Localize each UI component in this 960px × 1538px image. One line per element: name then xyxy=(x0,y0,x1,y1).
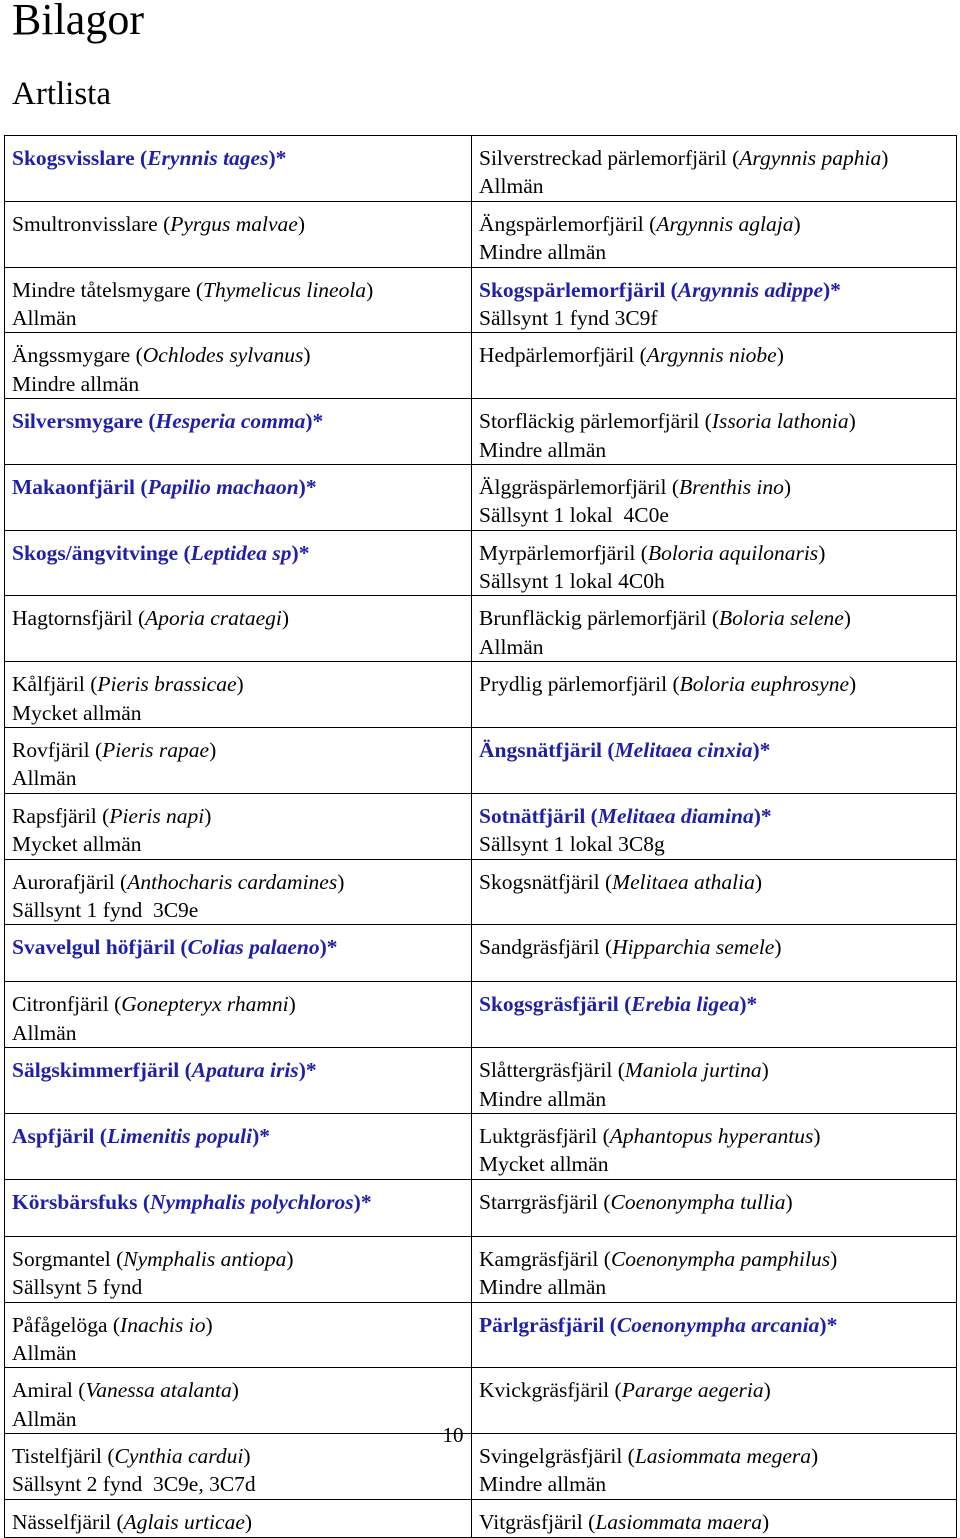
name-suffix: ) xyxy=(297,211,305,236)
abundance-note: Allmän xyxy=(12,305,77,330)
species-cell xyxy=(5,793,472,859)
common-name: Aspfjäril ( xyxy=(12,1123,107,1148)
species-cell xyxy=(472,1179,957,1236)
species-name xyxy=(479,210,950,238)
page-number: 10 xyxy=(442,1423,464,1447)
common-name: Luktgräsfjäril ( xyxy=(479,1123,610,1148)
species-cell xyxy=(472,1113,957,1179)
scientific-name: Leptidea sp xyxy=(190,540,292,565)
abundance-note: Mindre allmän xyxy=(479,240,607,265)
common-name: Silverstreckad pärlemorfjäril ( xyxy=(479,146,740,170)
name-suffix: )* xyxy=(268,146,287,170)
table-row xyxy=(5,1499,957,1537)
scientific-name: Coenonympha pamphilus xyxy=(610,1246,831,1271)
common-name: Vitgräsfjäril ( xyxy=(479,1509,596,1534)
species-name xyxy=(12,670,465,698)
common-name: Sälgskimmerfjäril ( xyxy=(12,1058,192,1083)
abundance-note: Allmän xyxy=(12,1020,77,1045)
name-suffix: ) xyxy=(830,1246,838,1271)
species-name xyxy=(479,341,950,369)
common-name: Svavelgul höfjäril ( xyxy=(12,935,188,960)
scientific-name: Argynnis adippe xyxy=(677,277,823,302)
species-name xyxy=(479,1376,950,1404)
scientific-name: Pyrgus malvae xyxy=(170,211,298,236)
name-suffix: ) xyxy=(774,935,782,960)
abundance-note: Mycket allmän xyxy=(12,832,142,857)
species-cell xyxy=(472,136,957,202)
scientific-name: Pieris napi xyxy=(109,803,205,828)
species-name xyxy=(479,473,950,501)
name-suffix: ) xyxy=(231,1378,239,1403)
species-cell xyxy=(5,859,472,925)
species-cell xyxy=(5,596,472,662)
scientific-name: Pieris rapae xyxy=(102,738,210,763)
table-row xyxy=(5,596,957,662)
scientific-name: Apatura iris xyxy=(191,1058,299,1083)
table-row xyxy=(5,1236,957,1302)
abundance-note: Mindre allmän xyxy=(12,371,140,396)
species-cell xyxy=(472,530,957,596)
scientific-name: Inachis io xyxy=(120,1312,206,1337)
species-cell xyxy=(472,464,957,530)
name-suffix: )* xyxy=(353,1189,372,1214)
common-name: Slåttergräsfjäril ( xyxy=(479,1058,625,1083)
species-cell xyxy=(472,1302,957,1368)
scientific-name: Boloria euphrosyne xyxy=(679,672,849,697)
name-suffix: )* xyxy=(823,277,841,302)
species-table xyxy=(4,135,957,1538)
table-row xyxy=(5,399,957,465)
species-name xyxy=(12,1245,465,1273)
scientific-name: Coenonympha tullia xyxy=(610,1189,786,1214)
species-cell xyxy=(472,793,957,859)
abundance-note: Allmän xyxy=(479,174,544,199)
table-row xyxy=(5,1302,957,1368)
abundance-note: Mindre allmän xyxy=(479,1275,607,1300)
species-name xyxy=(479,276,950,304)
scientific-name: Lasiommata megera xyxy=(634,1444,812,1469)
name-suffix: ) xyxy=(761,1509,770,1534)
scientific-name: Brenthis ino xyxy=(679,474,784,499)
scientific-name: Cynthia cardui xyxy=(114,1444,244,1469)
common-name: Amiral ( xyxy=(12,1378,86,1403)
section-title: Artlista xyxy=(12,76,111,112)
scientific-name: Coenonympha arcania xyxy=(616,1312,820,1337)
name-suffix: )* xyxy=(753,803,772,828)
name-suffix: )* xyxy=(298,474,317,499)
name-suffix: ) xyxy=(761,1058,769,1083)
name-suffix: )* xyxy=(305,409,324,434)
name-suffix: ) xyxy=(366,277,374,302)
common-name: Tistelfjäril ( xyxy=(12,1444,115,1469)
abundance-note: Sällsynt 1 fynd 3C9e xyxy=(12,897,199,922)
species-cell xyxy=(472,662,957,728)
species-name xyxy=(12,1508,465,1536)
table-row xyxy=(5,1113,957,1179)
table-row xyxy=(5,859,957,925)
common-name: Kålfjäril ( xyxy=(12,672,98,697)
species-name xyxy=(12,802,465,830)
table-row xyxy=(5,982,957,1048)
species-cell xyxy=(5,1048,472,1114)
scientific-name: Aphantopus hyperantus xyxy=(609,1123,814,1148)
common-name: Ängspärlemorfjäril ( xyxy=(479,211,657,236)
species-name xyxy=(479,1508,950,1536)
species-name xyxy=(12,990,465,1018)
species-name xyxy=(479,1311,950,1339)
table-row xyxy=(5,1048,957,1114)
scientific-name: Gonepteryx rhamni xyxy=(121,992,289,1017)
scientific-name: Erynnis tages xyxy=(147,146,269,170)
name-suffix: ) xyxy=(337,869,345,894)
common-name: Skogsnätfjäril ( xyxy=(479,869,613,894)
scientific-name: Aporia crataegi xyxy=(145,606,282,631)
common-name: Kamgräsfjäril ( xyxy=(479,1246,611,1271)
common-name: Makaonfjäril ( xyxy=(12,474,148,499)
scientific-name: Argynnis niobe xyxy=(646,343,777,368)
common-name: Smultronvisslare ( xyxy=(12,211,171,236)
species-name xyxy=(479,868,950,896)
common-name: Storfläckig pärlemorfjäril ( xyxy=(479,409,712,434)
table-row xyxy=(5,793,957,859)
common-name: Nässelfjäril ( xyxy=(12,1509,124,1534)
scientific-name: Thymelicus lineola xyxy=(203,277,367,302)
scientific-name: Boloria aquilonaris xyxy=(647,540,819,565)
common-name: Ängssmygare ( xyxy=(12,343,143,368)
name-suffix: ) xyxy=(843,606,851,631)
common-name: Pärlgräsfjäril ( xyxy=(479,1312,617,1337)
name-suffix: ) xyxy=(811,1444,819,1469)
species-cell xyxy=(5,662,472,728)
species-name xyxy=(12,1122,465,1150)
species-cell xyxy=(5,1236,472,1302)
abundance-note: Sällsynt 1 lokal 3C8g xyxy=(479,832,665,857)
name-suffix: ) xyxy=(303,343,311,368)
abundance-note: Mindre allmän xyxy=(479,1472,607,1497)
scientific-name: Limenitis populi xyxy=(106,1123,253,1148)
species-cell xyxy=(472,596,957,662)
common-name: Sorgmantel ( xyxy=(12,1246,124,1271)
species-name xyxy=(12,144,465,172)
common-name: Skogs/ängvitvinge ( xyxy=(12,540,191,565)
species-name xyxy=(479,1245,950,1273)
species-name xyxy=(479,670,950,698)
name-suffix: ) xyxy=(818,540,826,565)
species-cell xyxy=(5,982,472,1048)
species-name xyxy=(12,736,465,764)
table-row xyxy=(5,136,957,202)
common-name: Sandgräsfjäril ( xyxy=(479,935,613,960)
scientific-name: Melitaea diamina xyxy=(597,803,754,828)
scientific-name: Aglais urticae xyxy=(123,1509,245,1534)
species-cell xyxy=(472,399,957,465)
species-cell xyxy=(5,136,472,202)
name-suffix: )* xyxy=(252,1123,271,1148)
scientific-name: Pararge aegeria xyxy=(621,1378,764,1403)
common-name: Ängsnätfjäril ( xyxy=(479,738,615,763)
common-name: Skogsvisslare ( xyxy=(12,146,148,170)
scientific-name: Nymphalis polychloros xyxy=(149,1189,354,1214)
name-suffix: ) xyxy=(243,1444,251,1469)
scientific-name: Nymphalis antiopa xyxy=(123,1246,287,1271)
scientific-name: Issoria lathonia xyxy=(711,409,849,434)
species-cell xyxy=(5,333,472,399)
common-name: Hagtornsfjäril ( xyxy=(12,606,146,631)
abundance-note: Allmän xyxy=(12,1340,77,1365)
species-name xyxy=(12,1188,465,1216)
species-name xyxy=(479,1122,950,1150)
species-cell xyxy=(5,1302,472,1368)
name-suffix: ) xyxy=(793,211,801,236)
name-suffix: ) xyxy=(236,672,244,697)
species-table-body xyxy=(5,136,957,1538)
scientific-name: Melitaea cinxia xyxy=(614,738,753,763)
species-name xyxy=(12,1311,465,1339)
common-name: Rapsfjäril ( xyxy=(12,803,110,828)
common-name: Skogsgräsfjäril ( xyxy=(479,992,632,1017)
common-name: Prydlig pärlemorfjäril ( xyxy=(479,672,680,697)
name-suffix: )* xyxy=(752,738,771,763)
scientific-name: Hipparchia semele xyxy=(612,935,775,960)
scientific-name: Lasiommata maera xyxy=(595,1509,762,1534)
scientific-name: Maniola jurtina xyxy=(624,1058,762,1083)
species-name xyxy=(479,539,950,567)
species-cell xyxy=(472,333,957,399)
name-suffix: ) xyxy=(813,1123,821,1148)
common-name: Citronfjäril ( xyxy=(12,992,122,1017)
name-suffix: )* xyxy=(298,1058,317,1083)
common-name: Kvickgräsfjäril ( xyxy=(479,1378,622,1403)
species-cell xyxy=(5,925,472,982)
name-suffix: )* xyxy=(819,1312,838,1337)
common-name: Svingelgräsfjäril ( xyxy=(479,1444,635,1469)
table-row xyxy=(5,925,957,982)
name-suffix: )* xyxy=(739,992,758,1017)
common-name: Rovfjäril ( xyxy=(12,738,103,763)
table-row xyxy=(5,464,957,530)
species-cell xyxy=(472,982,957,1048)
scientific-name: Ochlodes sylvanus xyxy=(142,343,304,368)
name-suffix: ) xyxy=(785,1189,793,1214)
scientific-name: Erebia ligea xyxy=(631,992,740,1017)
species-name xyxy=(12,868,465,896)
name-suffix: ) xyxy=(881,146,889,170)
species-cell xyxy=(5,201,472,267)
common-name: Påfågelöga ( xyxy=(12,1312,121,1337)
common-name: Skogspärlemorfjäril ( xyxy=(479,277,678,302)
species-cell xyxy=(5,1499,472,1537)
common-name: Körsbärsfuks ( xyxy=(12,1189,150,1214)
species-cell xyxy=(472,925,957,982)
table-row xyxy=(5,1179,957,1236)
common-name: Aurorafjäril ( xyxy=(12,869,128,894)
scientific-name: Colias palaeno xyxy=(187,935,320,960)
name-suffix: )* xyxy=(319,935,338,960)
name-suffix: )* xyxy=(291,540,310,565)
table-row xyxy=(5,333,957,399)
scientific-name: Hesperia comma xyxy=(155,409,306,434)
species-cell xyxy=(5,267,472,333)
name-suffix: ) xyxy=(763,1378,771,1403)
name-suffix: ) xyxy=(205,1312,213,1337)
species-name xyxy=(12,407,465,435)
scientific-name: Boloria selene xyxy=(719,606,844,631)
abundance-note: Allmän xyxy=(12,766,77,791)
scientific-name: Vanessa atalanta xyxy=(85,1378,232,1403)
species-cell xyxy=(472,1048,957,1114)
species-name xyxy=(12,1376,465,1404)
table-row xyxy=(5,728,957,794)
species-cell xyxy=(472,859,957,925)
name-suffix: ) xyxy=(244,1509,253,1534)
species-name xyxy=(479,604,950,632)
common-name: Myrpärlemorfjäril ( xyxy=(479,540,648,565)
species-cell xyxy=(472,728,957,794)
abundance-note: Allmän xyxy=(12,1406,77,1431)
species-name xyxy=(12,341,465,369)
table-row xyxy=(5,662,957,728)
abundance-note: Sällsynt 5 fynd xyxy=(12,1275,143,1300)
name-suffix: ) xyxy=(776,343,784,368)
name-suffix: ) xyxy=(204,803,212,828)
abundance-note: Mycket allmän xyxy=(479,1152,609,1177)
scientific-name: Anthocharis cardamines xyxy=(127,869,338,894)
species-cell xyxy=(5,530,472,596)
common-name: Starrgräsfjäril ( xyxy=(479,1189,611,1214)
table-row xyxy=(5,201,957,267)
abundance-note: Mindre allmän xyxy=(479,437,607,462)
name-suffix: ) xyxy=(849,672,857,697)
species-name xyxy=(12,473,465,501)
species-name xyxy=(479,407,950,435)
species-cell xyxy=(5,399,472,465)
species-name xyxy=(479,144,950,172)
common-name: Silversmygare ( xyxy=(12,409,156,434)
species-name xyxy=(12,210,465,238)
abundance-note: Allmän xyxy=(479,634,544,659)
name-suffix: ) xyxy=(288,992,296,1017)
common-name: Brunfläckig pärlemorfjäril ( xyxy=(479,606,719,631)
page-title: Bilagor xyxy=(12,0,144,44)
species-cell xyxy=(5,1179,472,1236)
common-name: Hedpärlemorfjäril ( xyxy=(479,343,647,368)
scientific-name: Argynnis aglaja xyxy=(656,211,794,236)
abundance-note: Sällsynt 1 lokal 4C0e xyxy=(479,503,669,528)
common-name: Mindre tåtelsmygare ( xyxy=(12,277,204,302)
species-name xyxy=(479,1188,950,1216)
species-name xyxy=(479,802,950,830)
species-cell xyxy=(472,1236,957,1302)
abundance-note: Mindre allmän xyxy=(479,1086,607,1111)
species-name xyxy=(479,1056,950,1084)
species-name xyxy=(479,933,950,961)
species-cell xyxy=(472,267,957,333)
common-name: Sotnätfjäril ( xyxy=(479,803,598,828)
species-name xyxy=(12,539,465,567)
scientific-name: Pieris brassicae xyxy=(97,672,237,697)
name-suffix: ) xyxy=(783,474,792,499)
table-row xyxy=(5,530,957,596)
species-cell xyxy=(5,464,472,530)
name-suffix: ) xyxy=(281,606,290,631)
name-suffix: ) xyxy=(286,1246,294,1271)
table-row xyxy=(5,267,957,333)
species-cell xyxy=(472,1499,957,1537)
species-name xyxy=(479,990,950,1018)
abundance-note: Sällsynt 1 fynd 3C9f xyxy=(479,305,658,330)
scientific-name: Argynnis paphia xyxy=(739,146,882,170)
abundance-note: Sällsynt 1 lokal 4C0h xyxy=(479,569,665,594)
species-cell xyxy=(5,1113,472,1179)
species-name xyxy=(12,604,465,632)
species-name xyxy=(12,933,465,961)
scientific-name: Papilio machaon xyxy=(147,474,299,499)
scientific-name: Melitaea athalia xyxy=(612,869,755,894)
species-name xyxy=(479,736,950,764)
abundance-note: Sällsynt 2 fynd 3C9e, 3C7d xyxy=(12,1472,256,1497)
species-cell xyxy=(472,201,957,267)
abundance-note: Mycket allmän xyxy=(12,700,142,725)
name-suffix: ) xyxy=(848,409,856,434)
species-name xyxy=(12,1056,465,1084)
species-name xyxy=(12,276,465,304)
common-name: Älggräspärlemorfjäril ( xyxy=(479,474,679,499)
name-suffix: ) xyxy=(209,738,217,763)
name-suffix: ) xyxy=(754,869,763,894)
species-cell xyxy=(5,728,472,794)
